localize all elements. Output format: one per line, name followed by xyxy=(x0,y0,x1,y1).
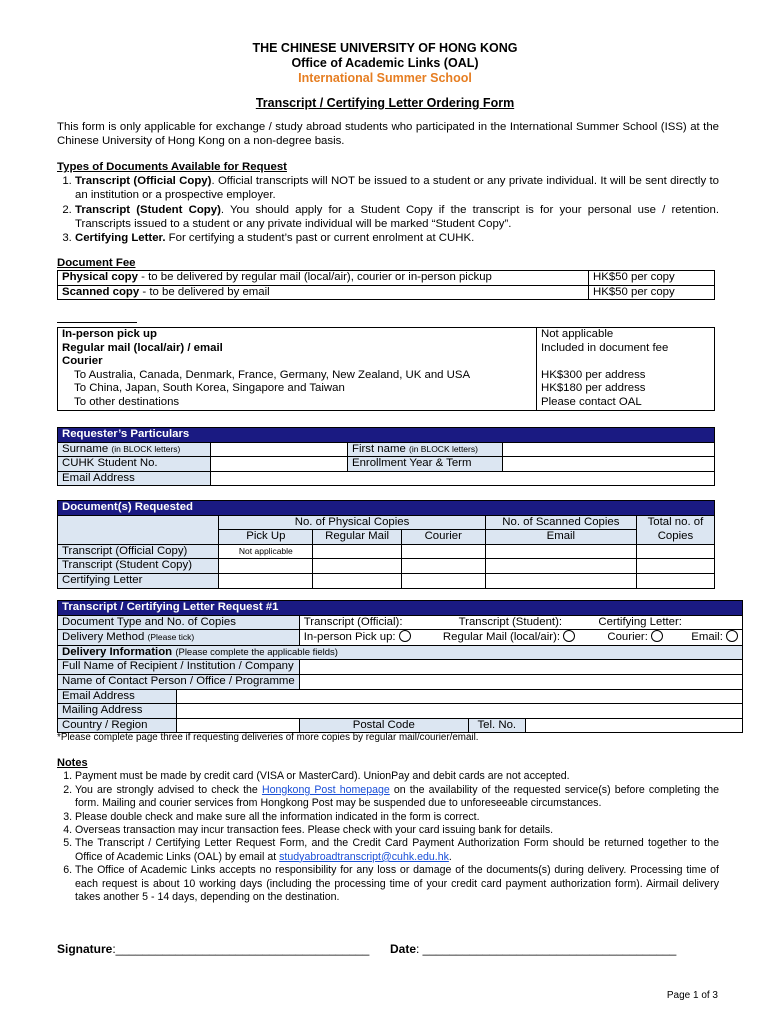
firstname-label: First name xyxy=(352,442,406,455)
list-item: 4. Overseas transaction may incur transaction fees. Please check with your card issuing bank for details. xyxy=(75,824,719,837)
mailing-address-field[interactable] xyxy=(177,704,743,719)
date-line[interactable]: Date: ______________________________________ xyxy=(390,942,677,956)
fee-price: HK$50 per copy xyxy=(589,271,715,286)
not-applicable: Not applicable xyxy=(219,544,313,559)
copies-cell[interactable] xyxy=(485,544,636,559)
request-footnote: *Please complete page three if requesting deliveries of more copies by regular mail/courier/email. xyxy=(57,732,479,743)
copies-cell[interactable] xyxy=(219,559,313,574)
copies-cell[interactable] xyxy=(313,559,401,574)
email-field[interactable] xyxy=(211,471,715,486)
recipient-field[interactable] xyxy=(299,660,742,675)
country-field[interactable] xyxy=(177,718,300,733)
delivery-method-label: Delivery Method xyxy=(62,630,145,643)
request-table xyxy=(57,600,743,733)
requester-heading: Requester’s Particulars xyxy=(58,428,715,443)
list-item: 1. Payment must be made by credit card (VISA or MasterCard). UnionPay and debit cards are not accepted. xyxy=(75,770,719,783)
physical-header: No. of Physical Copies xyxy=(219,515,486,530)
table-row: Transcript (Student Copy) xyxy=(58,559,715,574)
table-row xyxy=(58,457,715,472)
copies-cell[interactable] xyxy=(313,544,401,559)
list-item: 3. Certifying Letter. For certifying a student’s past or current enrolment at CUHK. xyxy=(75,231,719,245)
tel-field[interactable] xyxy=(525,718,742,733)
total-header: Total no. of xyxy=(636,515,714,530)
page-number: Page 1 of 3 xyxy=(666,990,718,1001)
list-item: 2. You are strongly advised to check the Hongkong Post homepage on the availability of the requested service(s) before completing the form. Mailing and courier services from Hongkong Post may be suspended due to unforeseeable circumstances. xyxy=(75,784,719,811)
table-row xyxy=(58,515,715,530)
list-item: 1. Transcript (Official Copy). Official transcripts will NOT be issued to a student or any private individual. It will be sent directly to an institution or a prospective employer. xyxy=(75,174,719,202)
table-row: Name of Contact Person / Office / Programme xyxy=(58,674,743,689)
date-label: Date xyxy=(390,942,417,956)
copies-cell[interactable] xyxy=(401,559,485,574)
signature-label: Signature xyxy=(57,942,113,956)
page-header xyxy=(0,41,770,86)
inperson-radio[interactable] xyxy=(399,630,411,642)
copies-cell[interactable] xyxy=(401,544,485,559)
delivery-fee-table xyxy=(57,327,715,411)
contact-field[interactable] xyxy=(299,674,742,689)
office-name: Office of Academic Links (OAL) xyxy=(291,56,479,70)
documents-heading: Document(s) Requested xyxy=(58,501,715,516)
table-row: Delivery Information (Please complete the applicable fields) xyxy=(58,645,743,660)
email-label: Email Address xyxy=(58,471,211,486)
notes-heading: Notes xyxy=(57,757,88,769)
hongkong-post-link[interactable]: Hongkong Post homepage xyxy=(261,783,390,796)
oal-email-link[interactable]: studyabroadtranscript@cuhk.edu.hk xyxy=(279,850,449,863)
requester-table xyxy=(57,427,715,486)
copies-cell[interactable] xyxy=(636,573,714,588)
table-row: In-person pick up Not applicable xyxy=(58,328,715,342)
list-item: 5. The Transcript / Certifying Letter Request Form, and the Credit Card Payment Authorization Form should be returned together to the Office of Academic Links (OAL) by email at studyabroadtranscript@cuhk.edu.hk. xyxy=(75,837,719,864)
enrolment-field[interactable] xyxy=(503,457,715,472)
intro-text: This form is only applicable for exchange / study abroad students who participated in the International Summer School (ISS) at the Chinese University of Hong Kong on a non-degree basis. xyxy=(57,121,719,148)
list-item: 3. Please double check and make sure all the information indicated in the form is correct. xyxy=(75,811,719,824)
fee-heading: Document Fee xyxy=(57,257,136,269)
table-row: To other destinations Please contact OAL xyxy=(58,396,715,410)
regular-mail-radio[interactable] xyxy=(563,630,575,642)
copies-cell[interactable] xyxy=(636,544,714,559)
types-heading: Types of Documents Available for Request xyxy=(57,161,287,173)
table-row: Country / Region Postal Code Tel. No. xyxy=(58,718,743,733)
notes-list xyxy=(57,770,719,904)
notes-section xyxy=(57,757,719,904)
documents-table xyxy=(57,500,715,589)
copies-cell[interactable] xyxy=(485,573,636,588)
table-row: Mailing Address xyxy=(58,704,743,719)
delivery-email-field[interactable] xyxy=(177,689,743,704)
school-name: International Summer School xyxy=(298,71,472,85)
table-row xyxy=(58,615,743,630)
email-radio[interactable] xyxy=(726,630,738,642)
signature-line[interactable]: Signature:______________________________________ xyxy=(57,942,370,956)
table-row: Delivery Method (Please tick) In-person Pick up: Regular Mail (local/air): Courier: Email: xyxy=(58,630,743,646)
table-row: Full Name of Recipient / Institution / Company xyxy=(58,660,743,675)
form-title: Transcript / Certifying Letter Ordering Form xyxy=(255,96,515,110)
table-row: To China, Japan, South Korea, Singapore and Taiwan HK$180 per address xyxy=(58,382,715,396)
student-no-label: CUHK Student No. xyxy=(58,457,211,472)
divider xyxy=(57,322,137,323)
delivery-info-label: Delivery Information xyxy=(62,645,173,658)
copies-cell[interactable] xyxy=(636,559,714,574)
copies-cell[interactable] xyxy=(401,573,485,588)
official-label: Transcript (Official): xyxy=(303,615,403,628)
copies-cell[interactable] xyxy=(313,573,401,588)
table-row: Regular mail (local/air) / email Included in document fee xyxy=(58,342,715,356)
copies-cell[interactable] xyxy=(485,559,636,574)
enrolment-label: Enrollment Year & Term xyxy=(348,457,503,472)
firstname-field[interactable] xyxy=(503,442,715,457)
scanned-header: No. of Scanned Copies xyxy=(485,515,636,530)
table-row: Certifying Letter xyxy=(58,573,715,588)
table-row: Courier xyxy=(58,355,715,369)
table-row: To Australia, Canada, Denmark, France, Germany, New Zealand, UK and USA HK$300 per address xyxy=(58,369,715,383)
certifying-label: Certifying Letter: xyxy=(598,615,682,628)
types-section xyxy=(57,160,719,245)
types-list xyxy=(57,174,719,245)
courier-radio[interactable] xyxy=(651,630,663,642)
table-row: Email Address xyxy=(58,689,743,704)
table-row xyxy=(58,471,715,486)
request-heading: Transcript / Certifying Letter Request #1 xyxy=(58,601,743,616)
table-row: Transcript (Official Copy) Not applicable xyxy=(58,544,715,559)
doc-type-label: Document Type and No. of Copies xyxy=(58,615,300,630)
table-row: Surname (in BLOCK letters) First name (in BLOCK letters) xyxy=(58,442,715,457)
university-name: THE CHINESE UNIVERSITY OF HONG KONG xyxy=(252,41,518,55)
student-no-field[interactable] xyxy=(211,457,348,472)
surname-field[interactable] xyxy=(211,442,348,457)
surname-label: Surname xyxy=(62,442,109,455)
fee-price: HK$50 per copy xyxy=(589,285,715,300)
table-row: Pick Up Regular Mail Courier Email Copies xyxy=(58,530,715,545)
list-item: 6. The Office of Academic Links accepts no responsibility for any loss or damage of the documents(s) during delivery. Processing time of each request is about 10 working days (including the processing time of your credit card payment authorization form). Airmail delivery takes another 5 - 14 days, depending on the destination. xyxy=(75,864,719,904)
table-row: Physical copy - to be delivered by regular mail (local/air), courier or in-person pickup HK$50 per copy xyxy=(58,271,715,286)
list-item: 2. Transcript (Student Copy). You should apply for a Student Copy if the transcript is for your personal use / retention. Transcripts issued to a student or any private individual will be marked “Student Copy”. xyxy=(75,203,719,231)
table-row: Scanned copy - to be delivered by email HK$50 per copy xyxy=(58,285,715,300)
copies-cell[interactable] xyxy=(219,573,313,588)
fee-table xyxy=(57,270,715,300)
student-label: Transcript (Student): xyxy=(458,615,563,628)
